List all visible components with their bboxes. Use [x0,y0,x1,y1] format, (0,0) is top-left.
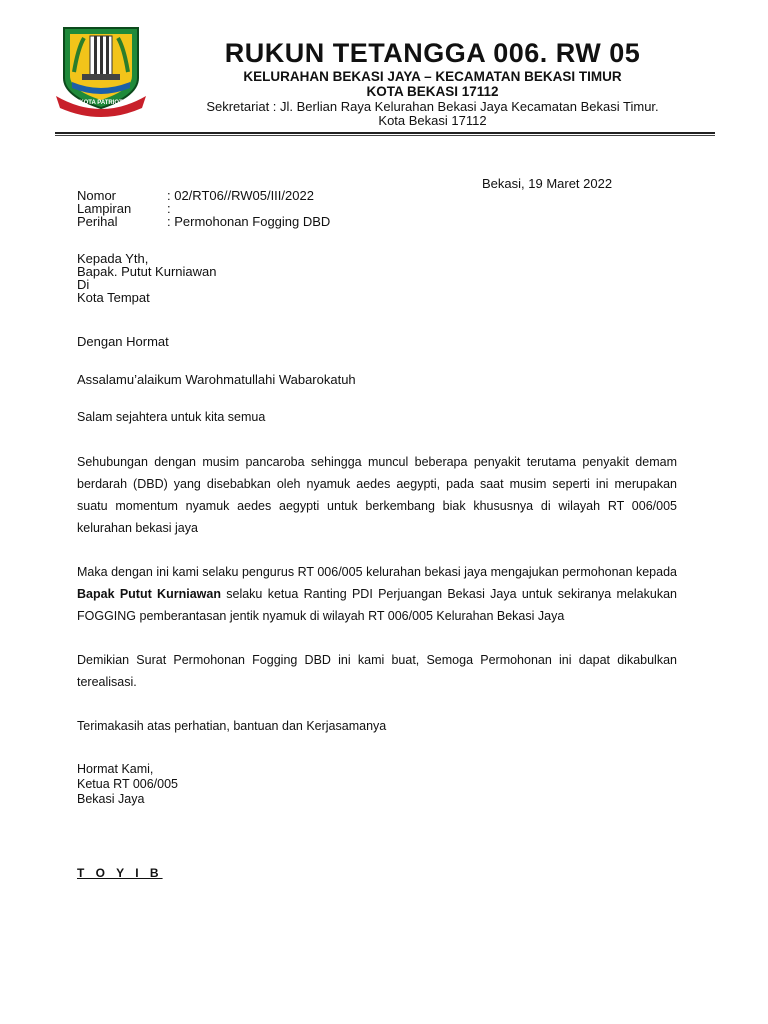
meta-label-nomor: Nomor [77,188,117,203]
letterhead-title: RUKUN TETANGGA 006. RW 05 [224,38,641,68]
kota-bekasi-logo [52,22,150,118]
meta-label-lampiran: Lampiran [77,201,132,216]
meta-value-lampiran: : [167,201,171,216]
signature-line-3: Bekasi Jaya [77,792,145,806]
recipient-line-2: Bapak. Putut Kurniawan [77,264,217,279]
recipient-line-3: Di [77,277,90,292]
letterhead-address-2: Kota Bekasi 17112 [378,113,487,128]
signature-line-1: Hormat Kami, [77,762,154,776]
letter-date: Bekasi, 19 Maret 2022 [482,176,613,191]
paragraph-2-bold-name: Bapak Putut Kurniawan [77,587,221,601]
salam-2: Salam sejahtera untuk kita semua [77,410,266,424]
greeting: Dengan Hormat [77,334,169,349]
letterhead-subtitle-2: KOTA BEKASI 17112 [366,84,499,99]
meta-value-nomor: : 02/RT06//RW05/III/2022 [167,188,314,203]
body-paragraph-1: Sehubungan dengan musim pancaroba sehingga muncul beberapa penyakit terutama penyakit demam berdarah (DBD) yang disebabkan oleh nyamuk aedes aegypti, pada saat musim seperti ini merupakan suatu momentum nyamuk aedes aegypti untuk berkembang biak khususnya di wilayah RT 006/005 kelurahan bekasi jaya [77,455,677,535]
logo-ribbon-text: KOTA PATRIOT [79,100,123,106]
recipient-line-1: Kepada Yth, [77,251,149,266]
letterhead-divider-thin [55,135,715,136]
paragraph-2-before: Maka dengan ini kami selaku pengurus RT 006/005 kelurahan bekasi jaya mengajukan permohonan kepada [77,565,677,579]
body-paragraph-4: Terimakasih atas perhatian, bantuan dan Kerjasamanya [77,719,387,733]
paragraph-2-after: selaku ketua Ranting PDI Perjuangan Bekasi Jaya untuk sekiranya melakukan FOGGING pemberantasan jentik nyamuk di wilayah RT 006/005 Kelurahan Bekasi Jaya [77,587,677,623]
recipient-line-4: Kota Tempat [77,290,150,305]
signature-line-2: Ketua RT 006/005 [77,777,179,791]
salam: Assalamu’alaikum Warohmatullahi Wabarokatuh [77,372,356,387]
meta-value-perihal: : Permohonan Fogging DBD [167,214,331,229]
letterhead-subtitle-1: KELURAHAN BEKASI JAYA – KECAMATAN BEKASI TIMUR [243,69,622,84]
meta-label-perihal: Perihal [77,214,118,229]
body-paragraph-2 [77,561,677,627]
letterhead-address-1: Sekretariat : Jl. Berlian Raya Kelurahan Bekasi Jaya Kecamatan Bekasi Timur. [206,99,659,114]
letterhead-divider [55,132,715,134]
signer-name: T O Y I B [77,866,163,880]
body-paragraph-3: Demikian Surat Permohonan Fogging DBD ini kami buat, Semoga Permohonan ini dapat dikabulkan terealisasi. [77,653,677,689]
